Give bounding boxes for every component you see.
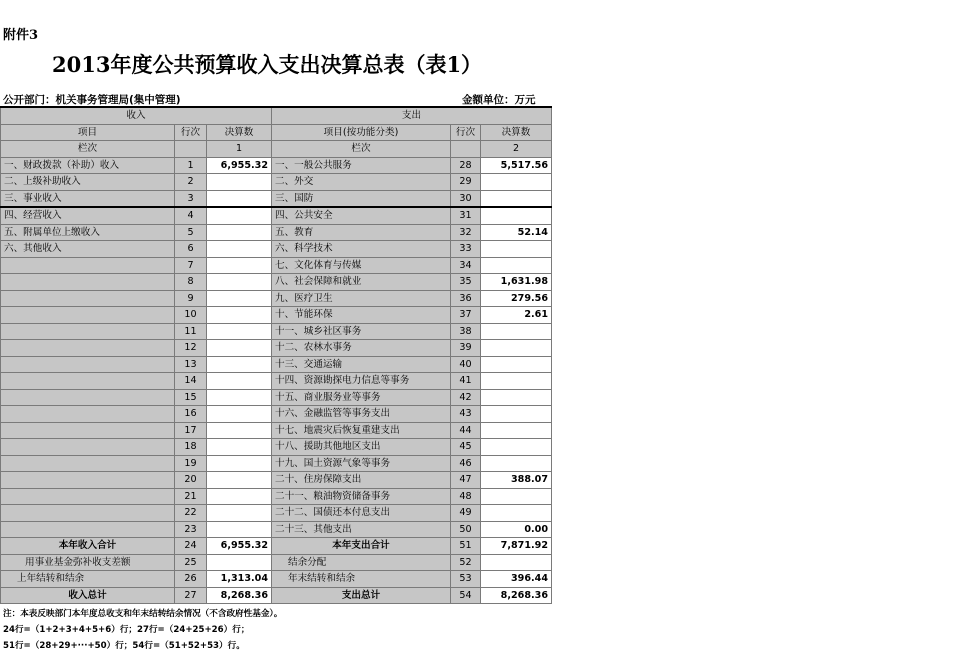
expense-amount	[481, 323, 552, 340]
col2-label: 2	[481, 141, 552, 158]
table-row	[1, 389, 552, 406]
table-row	[1, 323, 552, 340]
income-row-no: 10	[175, 307, 207, 324]
expense-row-no: 33	[451, 241, 481, 258]
expense-item: 十二、农林水事务	[272, 340, 451, 357]
expense-item: 二十三、其他支出	[272, 521, 451, 538]
total-row	[1, 538, 552, 555]
expense-amount	[481, 422, 552, 439]
expense-row-no: 39	[451, 340, 481, 357]
income-row-no: 4	[175, 207, 207, 224]
col-rowno-header: 行次	[175, 124, 207, 141]
total-row	[1, 571, 552, 588]
expense-amount: 52.14	[481, 224, 552, 241]
income-total-item: 本年收入合计	[1, 538, 175, 555]
income-row-no: 11	[175, 323, 207, 340]
expense-amount	[481, 356, 552, 373]
table-row	[1, 439, 552, 456]
income-amount: 6,955.32	[207, 538, 272, 555]
income-row-no: 15	[175, 389, 207, 406]
col-label-blank	[175, 141, 207, 158]
expense-amount	[481, 174, 552, 191]
expense-row-no: 37	[451, 307, 481, 324]
income-item	[1, 455, 175, 472]
table-row	[1, 521, 552, 538]
expense-total-item: 结余分配	[272, 554, 451, 571]
income-row-no: 27	[175, 587, 207, 604]
table-row	[1, 257, 552, 274]
col-label: 栏次	[1, 141, 175, 158]
attachment-label: 附件3	[3, 28, 39, 43]
col-item-header: 项目	[1, 124, 175, 141]
income-amount	[207, 340, 272, 357]
income-row-no: 6	[175, 241, 207, 258]
expense-amount	[481, 373, 552, 390]
expense-item: 四、公共安全	[272, 207, 451, 224]
income-amount	[207, 224, 272, 241]
income-item	[1, 340, 175, 357]
expense-row-no: 30	[451, 190, 481, 207]
table-row	[1, 455, 552, 472]
expense-row-no: 50	[451, 521, 481, 538]
expense-item: 三、国防	[272, 190, 451, 207]
expense-row-no: 48	[451, 488, 481, 505]
total-row	[1, 587, 552, 604]
expense-amount	[481, 207, 552, 224]
income-amount	[207, 554, 272, 571]
col-item-func-header: 项目(按功能分类)	[272, 124, 451, 141]
income-row-no: 16	[175, 406, 207, 423]
expense-total-item: 年末结转和结余	[272, 571, 451, 588]
income-amount	[207, 241, 272, 258]
expense-item: 一、一般公共服务	[272, 157, 451, 174]
income-row-no: 19	[175, 455, 207, 472]
expense-amount	[481, 406, 552, 423]
income-row-no: 20	[175, 472, 207, 489]
income-row-no: 7	[175, 257, 207, 274]
expense-item: 十八、援助其他地区支出	[272, 439, 451, 456]
income-item	[1, 488, 175, 505]
income-item	[1, 323, 175, 340]
department-label: 公开部门：机关事务管理局(集中管理)	[3, 94, 181, 106]
income-amount	[207, 190, 272, 207]
income-item: 一、财政拨款（补助）收入	[1, 157, 175, 174]
expense-amount: 279.56	[481, 290, 552, 307]
income-item	[1, 422, 175, 439]
income-item: 三、事业收入	[1, 190, 175, 207]
expense-item: 九、医疗卫生	[272, 290, 451, 307]
income-amount	[207, 472, 272, 489]
expense-item: 十九、国土资源气象等事务	[272, 455, 451, 472]
table-row	[1, 488, 552, 505]
expense-row-no: 46	[451, 455, 481, 472]
expense-header: 支出	[272, 107, 552, 124]
expense-item: 十、节能环保	[272, 307, 451, 324]
income-amount	[207, 307, 272, 324]
expense-total-item: 本年支出合计	[272, 538, 451, 555]
expense-row-no: 38	[451, 323, 481, 340]
income-amount	[207, 257, 272, 274]
income-row-no: 18	[175, 439, 207, 456]
income-amount	[207, 174, 272, 191]
income-amount: 6,955.32	[207, 157, 272, 174]
income-amount	[207, 389, 272, 406]
note-line: 注：本表反映部门本年度总收支和年末结转结余情况（不含政府性基金）。	[3, 609, 283, 619]
col-rowno-header: 行次	[451, 124, 481, 141]
income-total-item: 用事业基金弥补收支差额	[1, 554, 175, 571]
income-row-no: 26	[175, 571, 207, 588]
expense-item: 二十一、粮油物资储备事务	[272, 488, 451, 505]
expense-amount	[481, 190, 552, 207]
income-amount: 1,313.04	[207, 571, 272, 588]
expense-item: 十三、交通运输	[272, 356, 451, 373]
expense-row-no: 43	[451, 406, 481, 423]
income-row-no: 17	[175, 422, 207, 439]
expense-row-no: 53	[451, 571, 481, 588]
table-row	[1, 174, 552, 191]
expense-row-no: 36	[451, 290, 481, 307]
table-row	[1, 307, 552, 324]
expense-row-no: 54	[451, 587, 481, 604]
expense-amount	[481, 455, 552, 472]
income-row-no: 12	[175, 340, 207, 357]
expense-amount: 1,631.98	[481, 274, 552, 291]
income-header: 收入	[1, 107, 272, 124]
income-amount	[207, 521, 272, 538]
expense-item: 二十二、国债还本付息支出	[272, 505, 451, 522]
expense-item: 二十、住房保障支出	[272, 472, 451, 489]
col1-label: 1	[207, 141, 272, 158]
expense-row-no: 34	[451, 257, 481, 274]
table-row	[1, 190, 552, 207]
expense-amount	[481, 488, 552, 505]
expense-total-item: 支出总计	[272, 587, 451, 604]
expense-amount	[481, 241, 552, 258]
expense-item: 二、外交	[272, 174, 451, 191]
expense-amount: 0.00	[481, 521, 552, 538]
expense-amount	[481, 554, 552, 571]
expense-row-no: 35	[451, 274, 481, 291]
table-row	[1, 224, 552, 241]
income-item: 六、其他收入	[1, 241, 175, 258]
expense-item: 七、文化体育与传媒	[272, 257, 451, 274]
expense-amount: 396.44	[481, 571, 552, 588]
col-label: 栏次	[272, 141, 451, 158]
expense-row-no: 28	[451, 157, 481, 174]
expense-row-no: 44	[451, 422, 481, 439]
expense-amount: 5,517.56	[481, 157, 552, 174]
table-row	[1, 422, 552, 439]
expense-item: 十六、金融监管等事务支出	[272, 406, 451, 423]
income-row-no: 5	[175, 224, 207, 241]
expense-item: 十五、商业服务业等事务	[272, 389, 451, 406]
expense-row-no: 31	[451, 207, 481, 224]
unit-label: 金额单位：万元	[462, 94, 536, 106]
income-amount	[207, 274, 272, 291]
expense-row-no: 32	[451, 224, 481, 241]
income-item: 四、经营收入	[1, 207, 175, 224]
table-row	[1, 290, 552, 307]
income-item	[1, 406, 175, 423]
expense-item: 十一、城乡社区事务	[272, 323, 451, 340]
notes	[3, 606, 282, 654]
table-row	[1, 505, 552, 522]
income-item	[1, 521, 175, 538]
income-row-no: 22	[175, 505, 207, 522]
expense-item: 八、社会保障和就业	[272, 274, 451, 291]
income-item: 二、上级补助收入	[1, 174, 175, 191]
expense-row-no: 47	[451, 472, 481, 489]
total-row	[1, 554, 552, 571]
income-item	[1, 290, 175, 307]
income-row-no: 9	[175, 290, 207, 307]
income-item	[1, 389, 175, 406]
expense-item: 六、科学技术	[272, 241, 451, 258]
income-row-no: 24	[175, 538, 207, 555]
income-item	[1, 274, 175, 291]
expense-row-no: 40	[451, 356, 481, 373]
income-total-item: 收入总计	[1, 587, 175, 604]
expense-item: 十四、资源勘探电力信息等事务	[272, 373, 451, 390]
expense-amount	[481, 439, 552, 456]
income-total-item: 上年结转和结余	[1, 571, 175, 588]
expense-row-no: 41	[451, 373, 481, 390]
budget-table	[0, 106, 552, 604]
expense-amount	[481, 257, 552, 274]
note-line: 24行=（1+2+3+4+5+6）行；27行=（24+25+26）行；	[3, 625, 250, 635]
expense-row-no: 29	[451, 174, 481, 191]
col-amount-header: 决算数	[481, 124, 552, 141]
expense-amount: 2.61	[481, 307, 552, 324]
income-amount	[207, 422, 272, 439]
income-row-no: 1	[175, 157, 207, 174]
expense-amount	[481, 340, 552, 357]
income-amount	[207, 488, 272, 505]
expense-amount: 8,268.36	[481, 587, 552, 604]
col-label-blank	[451, 141, 481, 158]
income-amount	[207, 323, 272, 340]
income-item	[1, 472, 175, 489]
note-line: 51行=（28+29+···+50）行；54行=（51+52+53）行。	[3, 641, 245, 651]
income-row-no: 23	[175, 521, 207, 538]
income-item	[1, 439, 175, 456]
expense-row-no: 49	[451, 505, 481, 522]
table-row	[1, 356, 552, 373]
expense-row-no: 52	[451, 554, 481, 571]
expense-item: 五、教育	[272, 224, 451, 241]
income-row-no: 25	[175, 554, 207, 571]
col-amount-header: 决算数	[207, 124, 272, 141]
income-amount: 8,268.36	[207, 587, 272, 604]
table-row	[1, 472, 552, 489]
income-row-no: 3	[175, 190, 207, 207]
expense-amount	[481, 389, 552, 406]
expense-row-no: 51	[451, 538, 481, 555]
income-row-no: 8	[175, 274, 207, 291]
table-row	[1, 373, 552, 390]
income-amount	[207, 505, 272, 522]
expense-amount	[481, 505, 552, 522]
income-amount	[207, 207, 272, 224]
income-row-no: 13	[175, 356, 207, 373]
income-item: 五、附属单位上缴收入	[1, 224, 175, 241]
expense-row-no: 45	[451, 439, 481, 456]
income-item	[1, 257, 175, 274]
expense-amount: 7,871.92	[481, 538, 552, 555]
table-row	[1, 274, 552, 291]
expense-row-no: 42	[451, 389, 481, 406]
table-row	[1, 241, 552, 258]
page-title: 2013年度公共预算收入支出决算总表（表1）	[52, 52, 483, 77]
income-amount	[207, 439, 272, 456]
income-item	[1, 307, 175, 324]
income-amount	[207, 373, 272, 390]
income-row-no: 2	[175, 174, 207, 191]
income-amount	[207, 455, 272, 472]
income-amount	[207, 290, 272, 307]
table-row	[1, 157, 552, 174]
income-row-no: 14	[175, 373, 207, 390]
table-row	[1, 340, 552, 357]
expense-item: 十七、地震灾后恢复重建支出	[272, 422, 451, 439]
income-item	[1, 505, 175, 522]
expense-amount: 388.07	[481, 472, 552, 489]
income-item	[1, 373, 175, 390]
income-amount	[207, 406, 272, 423]
income-amount	[207, 356, 272, 373]
income-row-no: 21	[175, 488, 207, 505]
table-row	[1, 406, 552, 423]
income-item	[1, 356, 175, 373]
table-row	[1, 207, 552, 224]
